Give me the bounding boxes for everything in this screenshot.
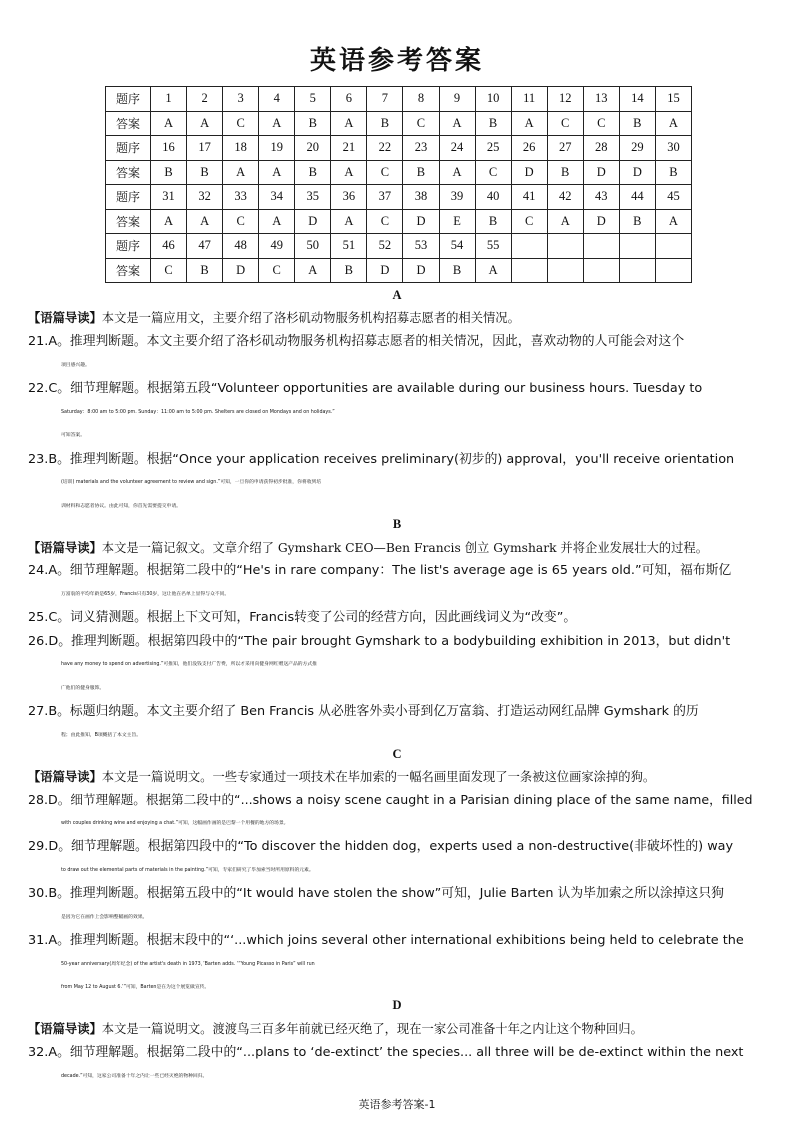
table-row-numbers bbox=[106, 234, 692, 259]
table-cell: 54 bbox=[439, 234, 475, 259]
table-cell: C bbox=[547, 111, 583, 136]
table-cell: 43 bbox=[583, 185, 619, 210]
table-cell: A bbox=[547, 209, 583, 234]
table-cell: 9 bbox=[439, 87, 475, 112]
guide-label: 【语篇导读】 bbox=[28, 770, 102, 784]
table-cell: B bbox=[403, 160, 439, 185]
table-cell: 28 bbox=[583, 136, 619, 161]
answer-line: 项目感兴趣。 bbox=[61, 362, 90, 368]
table-cell: D bbox=[619, 160, 655, 185]
section-a-answers bbox=[28, 330, 758, 518]
table-cell: 46 bbox=[151, 234, 187, 259]
section-a-guide: 【语篇导读】本文是一篇应用文，主要介绍了洛杉矶动物服务机构招募志愿者的相关情况。 bbox=[28, 311, 520, 325]
table-cell: B bbox=[151, 160, 187, 185]
table-cell: A bbox=[295, 258, 331, 283]
table-cell: A bbox=[259, 111, 295, 136]
page-title: 英语参考答案 bbox=[309, 46, 484, 76]
answer-line: 26.D。推理判断题。根据第四段中的“The pair brought Gymshark to a bodybuilding exhibition in 2013，but didn't bbox=[28, 633, 731, 649]
table-cell: D bbox=[295, 209, 331, 234]
table-cell: B bbox=[295, 111, 331, 136]
table-cell: C bbox=[151, 258, 187, 283]
table-cell: B bbox=[187, 258, 223, 283]
table-cell: C bbox=[223, 209, 259, 234]
table-cell: A bbox=[259, 209, 295, 234]
table-row-numbers bbox=[106, 136, 692, 161]
table-cell: B bbox=[619, 209, 655, 234]
section-d-guide: 【语篇导读】本文是一篇说明文。渡渡鸟三百多年前就已经灭绝了，现在一家公司准备十年之内让这个物种回归。 bbox=[28, 1022, 643, 1036]
table-cell: B bbox=[475, 111, 511, 136]
table-cell: A bbox=[439, 160, 475, 185]
table-cell bbox=[655, 234, 691, 259]
row-label: 题序 bbox=[106, 185, 151, 210]
table-cell: 15 bbox=[655, 87, 691, 112]
row-label: 答案 bbox=[106, 258, 151, 283]
table-cell: D bbox=[583, 209, 619, 234]
table-cell: C bbox=[367, 160, 403, 185]
table-cell: 30 bbox=[655, 136, 691, 161]
answer-line: 30.B。推理判断题。根据第五段中的“It would have stolen the show”可知，Julie Barten 认为毕加索之所以涂掉这只狗 bbox=[28, 886, 724, 901]
table-cell: A bbox=[331, 111, 367, 136]
answer-line: decade.”可知，这家公司准备十年之内让一些已经灭绝的物种回归。 bbox=[61, 1073, 208, 1079]
answer-line: 21.A。推理判断题。本文主要介绍了洛杉矶动物服务机构招募志愿者的相关情况，因此，喜欢动物的人可能会对这个 bbox=[28, 334, 685, 349]
table-cell: 44 bbox=[619, 185, 655, 210]
table-cell bbox=[655, 258, 691, 283]
table-cell: 14 bbox=[619, 87, 655, 112]
answer-table bbox=[105, 86, 692, 283]
table-cell bbox=[583, 234, 619, 259]
table-cell bbox=[583, 258, 619, 283]
table-row-answers bbox=[106, 111, 692, 136]
answer-line: with couples drinking wine and enjoying a chat.”可知，这幅画作画的是巴黎一个用餐的地方的场景。 bbox=[61, 820, 289, 826]
table-cell: 20 bbox=[295, 136, 331, 161]
answer-line: 广他们的健身服饰。 bbox=[61, 685, 105, 691]
table-cell: B bbox=[331, 258, 367, 283]
answer-line: 50-year anniversary(周年纪念) of the artist's death in 1973，’Barten adds. ‘“Young Picasso in Paris” will run bbox=[61, 961, 315, 967]
table-cell bbox=[511, 234, 547, 259]
table-row-answers bbox=[106, 160, 692, 185]
answer-line: 25.C。词义猜测题。根据上下文可知，Francis转变了公司的经营方向，因此画线词义为“改变”。 bbox=[28, 610, 577, 625]
table-cell: 52 bbox=[367, 234, 403, 259]
section-d-heading: D bbox=[392, 998, 402, 1012]
table-cell: 31 bbox=[151, 185, 187, 210]
table-cell bbox=[619, 258, 655, 283]
table-cell: A bbox=[223, 160, 259, 185]
row-label: 题序 bbox=[106, 234, 151, 259]
table-cell: A bbox=[655, 111, 691, 136]
table-cell: 47 bbox=[187, 234, 223, 259]
table-cell: 41 bbox=[511, 185, 547, 210]
table-cell: 10 bbox=[475, 87, 511, 112]
table-cell bbox=[547, 258, 583, 283]
table-cell: 40 bbox=[475, 185, 511, 210]
table-cell: 22 bbox=[367, 136, 403, 161]
table-cell: E bbox=[439, 209, 475, 234]
answer-line: 万富翁的平均年龄是65岁，Francis只有30岁，这让他在名单上显得与众不同。 bbox=[61, 591, 230, 597]
table-cell: 4 bbox=[259, 87, 295, 112]
row-label: 答案 bbox=[106, 160, 151, 185]
answer-line: 29.D。细节理解题。根据第四段中的“To discover the hidden dog，experts used a non-destructive(非破坏性的) way bbox=[28, 839, 734, 854]
table-cell bbox=[511, 258, 547, 283]
table-cell: A bbox=[475, 258, 511, 283]
table-cell: 2 bbox=[187, 87, 223, 112]
table-cell: 7 bbox=[367, 87, 403, 112]
table-cell: 21 bbox=[331, 136, 367, 161]
table-cell: 42 bbox=[547, 185, 583, 210]
table-cell: 16 bbox=[151, 136, 187, 161]
answer-line: from May 12 to August 6.’”可知，Barten是在为这个展览做宣传。 bbox=[61, 985, 210, 990]
table-cell: D bbox=[511, 160, 547, 185]
table-cell: 1 bbox=[151, 87, 187, 112]
table-cell: A bbox=[331, 160, 367, 185]
table-cell: B bbox=[295, 160, 331, 185]
answer-line: 24.A。细节理解题。根据第二段中的“He's in rare company：The list's average age is 65 years old.”可知，福布斯亿 bbox=[28, 563, 732, 578]
answer-line: 训材料和志愿者协议。由此可知，你首先需要提交申请。 bbox=[61, 503, 181, 509]
table-cell: 8 bbox=[403, 87, 439, 112]
table-cell: 23 bbox=[403, 136, 439, 161]
table-cell: 5 bbox=[295, 87, 331, 112]
table-row-numbers bbox=[106, 185, 692, 210]
table-cell: 6 bbox=[331, 87, 367, 112]
table-cell: 29 bbox=[619, 136, 655, 161]
table-cell: 55 bbox=[475, 234, 511, 259]
table-cell: C bbox=[511, 209, 547, 234]
table-cell: B bbox=[187, 160, 223, 185]
table-cell: C bbox=[403, 111, 439, 136]
section-b-answers bbox=[28, 559, 758, 747]
table-cell: 11 bbox=[511, 87, 547, 112]
table-cell: 25 bbox=[475, 136, 511, 161]
table-row-answers bbox=[106, 258, 692, 283]
table-cell: 48 bbox=[223, 234, 259, 259]
table-cell: B bbox=[655, 160, 691, 185]
table-cell: A bbox=[511, 111, 547, 136]
section-c-guide: 【语篇导读】本文是一篇说明文。一些专家通过一项技术在毕加索的一幅名画里面发现了一条被这位画家涂掉的狗。 bbox=[28, 770, 656, 784]
guide-label: 【语篇导读】 bbox=[28, 311, 102, 325]
table-cell: 45 bbox=[655, 185, 691, 210]
answer-line: to draw out the elemental parts of materials in the painting.”可知，专家们研究了毕加索当时所用原料的元素。 bbox=[61, 867, 314, 873]
answer-line: (培训) materials and the volunteer agreement to review and sign.”可知，一旦你的申请获得初步批准，你将收到培 bbox=[61, 480, 322, 485]
table-cell: 38 bbox=[403, 185, 439, 210]
table-cell: A bbox=[331, 209, 367, 234]
table-cell: 39 bbox=[439, 185, 475, 210]
table-cell: 27 bbox=[547, 136, 583, 161]
table-cell: 13 bbox=[583, 87, 619, 112]
section-a-heading: A bbox=[392, 288, 402, 302]
table-cell: A bbox=[259, 160, 295, 185]
answer-line: 31.A。推理判断题。根据末段中的“‘...which joins several other international exhibitions being held to celebrate the bbox=[28, 933, 744, 948]
table-cell: 3 bbox=[223, 87, 259, 112]
answer-line: 23.B。推理判断题。根据“Once your application receives preliminary(初步的) approval，you'll receive orientation bbox=[28, 451, 735, 467]
table-cell: 35 bbox=[295, 185, 331, 210]
table-cell: B bbox=[367, 111, 403, 136]
answer-line: 27.B。标题归纳题。本文主要介绍了 Ben Francis 从必胜客外卖小哥到亿万富翁、打造运动网红品牌 Gymshark 的历 bbox=[28, 704, 699, 719]
table-cell: 36 bbox=[331, 185, 367, 210]
answer-line: 程；由此推知，B项概括了本文主旨。 bbox=[61, 732, 142, 738]
section-c-answers bbox=[28, 788, 758, 1000]
table-cell: 12 bbox=[547, 87, 583, 112]
table-cell bbox=[619, 234, 655, 259]
table-cell: A bbox=[439, 111, 475, 136]
table-cell: C bbox=[583, 111, 619, 136]
table-cell: 18 bbox=[223, 136, 259, 161]
table-cell: B bbox=[439, 258, 475, 283]
table-cell: 33 bbox=[223, 185, 259, 210]
table-cell: A bbox=[187, 209, 223, 234]
table-cell: B bbox=[619, 111, 655, 136]
guide-label: 【语篇导读】 bbox=[28, 541, 102, 555]
table-cell: 53 bbox=[403, 234, 439, 259]
table-cell: A bbox=[655, 209, 691, 234]
table-cell: D bbox=[223, 258, 259, 283]
table-cell: C bbox=[259, 258, 295, 283]
answer-line: 可知答案。 bbox=[61, 433, 85, 438]
table-cell: B bbox=[475, 209, 511, 234]
table-cell: 49 bbox=[259, 234, 295, 259]
row-label: 题序 bbox=[106, 136, 151, 161]
answer-line: 22.C。细节理解题。根据第五段“Volunteer opportunities are available during our business hours. Tuesday to bbox=[28, 381, 703, 396]
table-cell: A bbox=[187, 111, 223, 136]
table-cell: 51 bbox=[331, 234, 367, 259]
answer-line: Saturday：8:00 am to 5:00 pm. Sunday：11:00 am to 5:00 pm. Shelters are closed on Mondays and on holidays.” bbox=[61, 409, 335, 415]
table-cell: 17 bbox=[187, 136, 223, 161]
table-cell: B bbox=[547, 160, 583, 185]
table-cell: D bbox=[583, 160, 619, 185]
answer-line: 28.D。细节理解题。根据第二段中的“...shows a noisy scene caught in a Parisian dining place of the same name，filled bbox=[28, 792, 753, 807]
section-b-heading: B bbox=[392, 517, 402, 531]
table-cell: C bbox=[367, 209, 403, 234]
table-cell: C bbox=[475, 160, 511, 185]
table-cell: 32 bbox=[187, 185, 223, 210]
section-d-answers bbox=[28, 1041, 758, 1088]
answer-line: 是因为它在画作上会影响整幅画的效果。 bbox=[61, 914, 148, 920]
page-footer: 英语参考答案-1 bbox=[358, 1098, 436, 1111]
table-cell: 37 bbox=[367, 185, 403, 210]
table-cell: 24 bbox=[439, 136, 475, 161]
answer-line: 32.A。细节理解题。根据第二段中的“...plans to ‘de-extinct’ the species... all three will be de-extinct within the next bbox=[28, 1045, 744, 1060]
table-cell: D bbox=[367, 258, 403, 283]
row-label: 答案 bbox=[106, 209, 151, 234]
section-c-heading: C bbox=[392, 747, 402, 761]
section-b-guide: 【语篇导读】本文是一篇记叙文。文章介绍了 Gymshark CEO—Ben Francis 创立 Gymshark 并将企业发展壮大的过程。 bbox=[28, 541, 708, 555]
table-row-numbers bbox=[106, 87, 692, 112]
guide-label: 【语篇导读】 bbox=[28, 1022, 102, 1036]
table-cell: D bbox=[403, 209, 439, 234]
answer-line: have any money to spend on advertising.”可推知，他们没钱支付广告费，所以才采用向健身网红赠送产品的方式推 bbox=[61, 662, 317, 667]
table-cell: 34 bbox=[259, 185, 295, 210]
table-cell: 50 bbox=[295, 234, 331, 259]
table-cell: D bbox=[403, 258, 439, 283]
table-cell bbox=[547, 234, 583, 259]
table-cell: 26 bbox=[511, 136, 547, 161]
table-row-answers bbox=[106, 209, 692, 234]
table-cell: A bbox=[151, 209, 187, 234]
table-cell: A bbox=[151, 111, 187, 136]
table-cell: C bbox=[223, 111, 259, 136]
table-cell: 19 bbox=[259, 136, 295, 161]
row-label: 题序 bbox=[106, 87, 151, 112]
row-label: 答案 bbox=[106, 111, 151, 136]
